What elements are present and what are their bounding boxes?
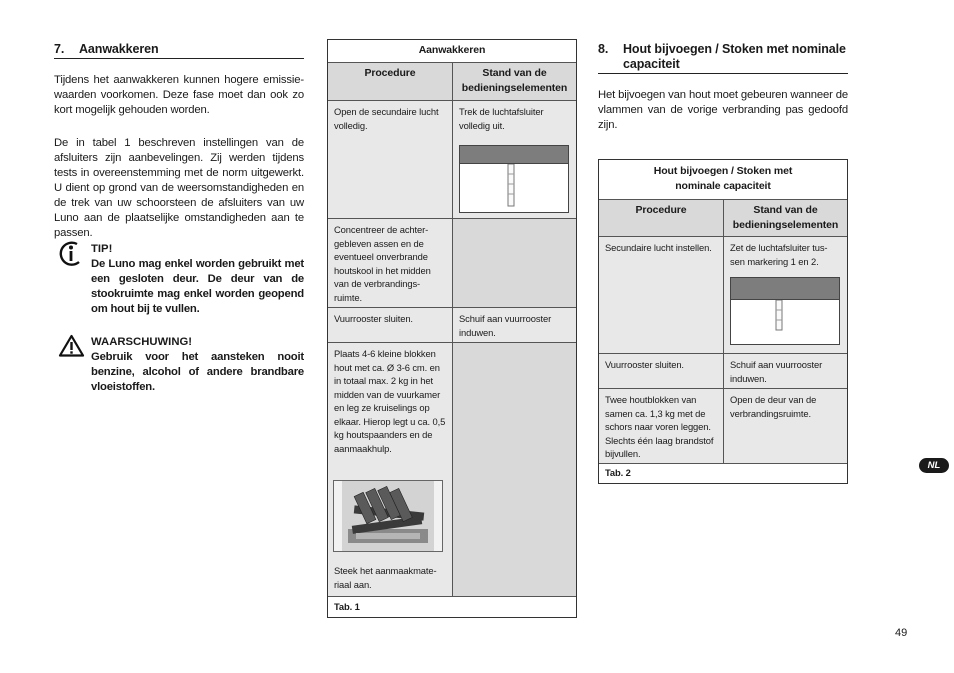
info-icon: [57, 241, 87, 267]
table-1: [327, 39, 577, 618]
table-1-row-3-stand: Schuif aan vuurrooster induwen.: [453, 308, 576, 342]
warning-body: Gebruik voor het aansteken nooit benzine, alcohol of andere brandbare vloeistoffen.: [91, 351, 304, 393]
table-1-row-2-procedure: Concentreer de achter-gebleven assen en de eventueel onverbrande houtskool in het midden van de verbrandings-ruimte.: [328, 219, 452, 307]
table-2-row-3-stand: Open de deur van de verbrandingsruimte.: [724, 389, 847, 463]
section-7-heading: [54, 42, 304, 57]
section-7-rule: [54, 58, 304, 59]
section-7-number: 7.: [54, 42, 65, 56]
table-2-row-1-procedure: Secundaire lucht instellen.: [599, 237, 723, 353]
language-badge: NL: [919, 458, 949, 473]
table-2: [598, 159, 848, 484]
table-1-row-3-procedure: Vuurrooster sluiten.: [328, 308, 452, 342]
table-2-row-3-procedure: Twee houtblokken van samen ca. 1,3 kg met de schors naar voren leggen. Slechts één laag brandstof bijvullen.: [599, 389, 723, 463]
warning-triangle-icon: [58, 334, 85, 358]
table-1-header-stand: Stand van de bedieningselementen: [453, 63, 576, 100]
table-1-row-4-stand: [453, 343, 576, 596]
table-1-row-1-procedure: Open de secundaire lucht volledig.: [328, 101, 452, 218]
table-1-row-4-procedure-text: Plaats 4-6 kleine blokken hout met ca. Ø 3-6 cm. en in totaal max. 2 kg in het midden van de vuurkamer en leg ze kruiselings op elkaar. Hierop legt u ca. 0,5 kg houtspaanders en de aanmaakhulp.: [334, 348, 446, 454]
section-7-paragraph-1: Tijdens het aanwakkeren kunnen hogere emissie-waarden voorkomen. Deze fase moet dan ook zo kort mogelijk gehouden worden.: [54, 74, 304, 116]
table-2-header-procedure: Procedure: [599, 200, 723, 236]
table-2-row-1-stand: [724, 237, 847, 353]
section-7-paragraph-2: De in tabel 1 beschreven instellingen van de afsluiters zijn aanbevelingen. Zij werden tijdens tests in overeenstemming met de norm uitgewerkt. U dient op grond van de weersomstandigheden en de trek van uw schoorsteen de afsluiters van uw Luno aan de plaatselijke omstandigheden aan te passen.: [54, 137, 304, 239]
section-8-title: Hout bijvoegen / Stoken met nominale capaciteit: [623, 42, 846, 71]
table-1-caption: Tab. 1: [334, 601, 360, 612]
table-2-title: Hout bijvoegen / Stoken met nominale capaciteit: [653, 165, 793, 192]
table-1-row-1-stand: [453, 101, 576, 218]
section-8-rule: [598, 73, 848, 74]
wood-stack-illustration: [333, 480, 443, 552]
table-1-title: Aanwakkeren: [418, 44, 486, 56]
table-1-header-procedure: Procedure: [328, 63, 452, 100]
tip-body: De Luno mag enkel worden gebruikt met een gesloten deur. De deur van de stookruimte mag enkel worden geopend om hout bij te vullen.: [91, 258, 304, 315]
section-7-title: Aanwakkeren: [79, 42, 159, 56]
page-number: 49: [895, 627, 908, 639]
air-slider-illustration-2: [730, 277, 840, 345]
section-8-number: 8.: [598, 42, 609, 56]
section-8-heading: [598, 42, 850, 72]
table-2-row-1-stand-text: Zet de luchtafsluiter tus-sen markering 1 en 2.: [730, 242, 828, 267]
tip-title: TIP!: [91, 243, 113, 255]
section-8-paragraph-1: Het bijvoegen van hout moet gebeuren wanneer de vlammen van de vorige verbranding pas gedoofd zijn.: [598, 89, 848, 131]
table-2-row-2-procedure: Vuurrooster sluiten.: [599, 354, 723, 388]
warning-title: WAARSCHUWING!: [91, 336, 193, 348]
table-1-row-1-stand-text: Trek de luchtafsluiter volledig uit.: [459, 106, 544, 131]
table-1-row-2-stand: [453, 219, 576, 307]
table-1-row-4-procedure: [328, 343, 452, 596]
table-2-row-2-stand: Schuif aan vuurrooster induwen.: [724, 354, 847, 388]
table-1-row-4-procedure-extra: Steek het aanmaakmate-riaal aan.: [334, 565, 437, 590]
table-2-header-stand: Stand van de bedieningselementen: [724, 200, 847, 236]
air-slider-illustration: [459, 145, 569, 213]
table-2-caption: Tab. 2: [605, 467, 631, 478]
